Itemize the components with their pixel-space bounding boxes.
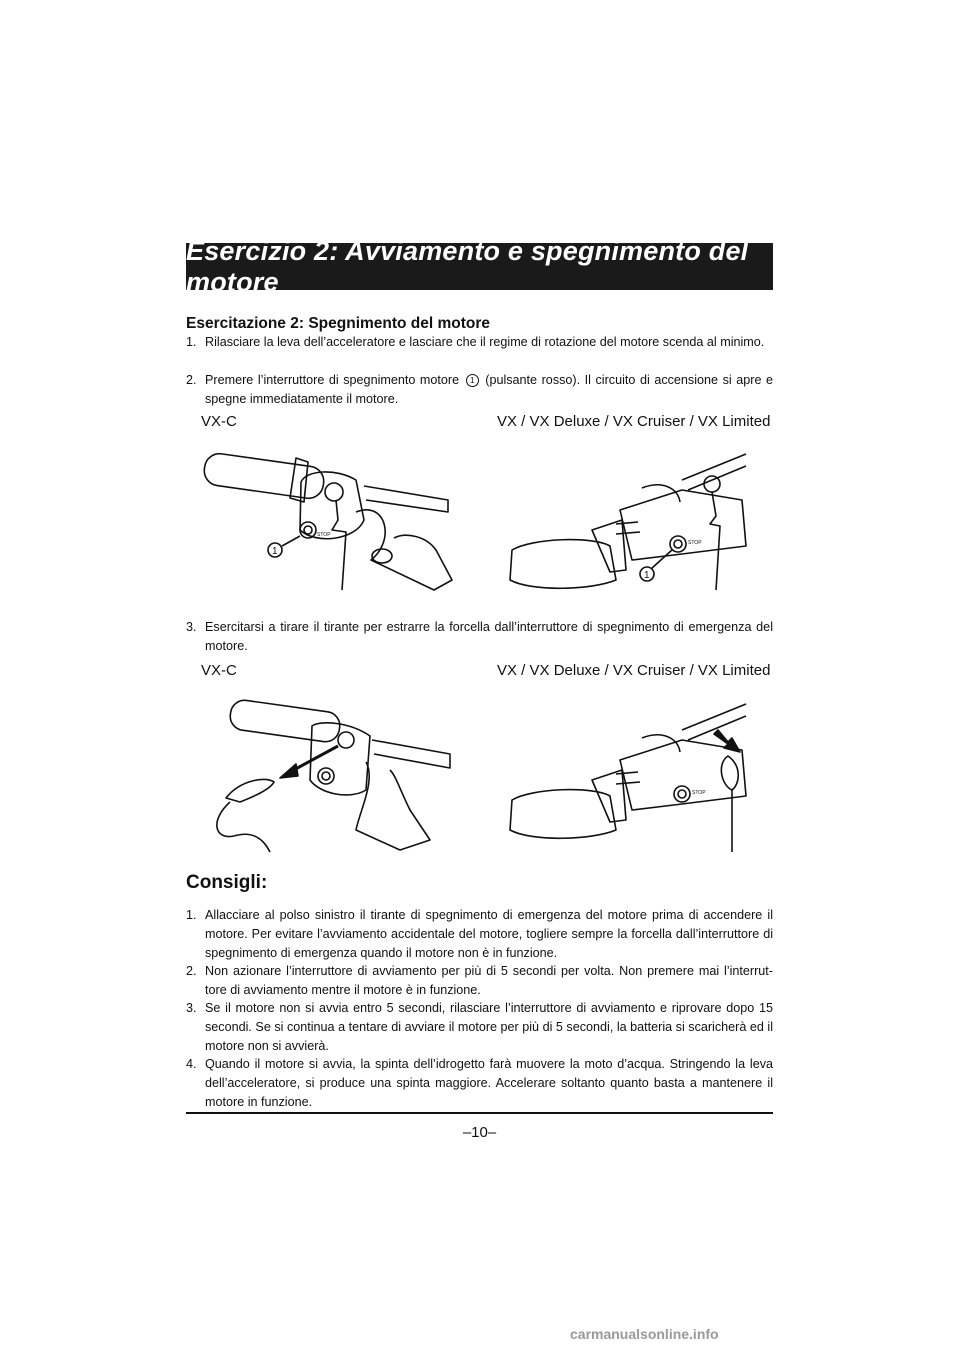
handlebar-upper [372,740,450,768]
tip-number: 1. [186,908,197,922]
stop-label: STOP [692,790,706,796]
watermark[interactable]: carmanualsonline.info [570,1326,719,1342]
pull-arrow-icon [714,730,740,752]
footer-divider [186,1112,773,1114]
chapter-header-bar [186,235,773,297]
step-number: 3. [186,620,197,634]
tip-number: 2. [186,964,197,978]
step-number: 1. [186,335,197,349]
callout-marker: 1 [466,374,479,387]
figure-caption-left-2: VX-C [201,662,237,679]
switch-socket [338,732,354,748]
stop-button-icon [674,786,690,802]
callout-number: 1 [644,570,650,581]
throttle-lever [642,485,680,502]
step-1 [186,333,773,352]
step-2 [186,371,773,409]
tip-text: Non azionare l’interruttore di avviamento per più di 5 secondi per volta. Non premere mai l’interrut-tore di avviamento mentre il motore è in funzione. [205,964,773,997]
illustration-vx-lanyard-pull [492,690,754,855]
lanyard-cord [332,500,346,590]
stop-label: STOP [317,532,331,538]
lanyard-fork-clip [325,483,343,501]
grip-shape [228,698,341,743]
illustration-vxc-lanyard-pull [200,690,462,855]
tip-3 [186,999,773,1056]
callout-leader [282,536,300,546]
pull-arrow-head [280,764,298,778]
tip-text: Quando il motore si avvia, la spinta dell’idrogetto farà muovere la moto d’acqua. Stringendo la leva dell’acceleratore, si produce una spinta maggiore. Accelerare soltanto quanto basta a mantenere il motore in funzione. [205,1057,773,1109]
stop-button-core [674,540,682,548]
handlebar-bar [682,454,746,490]
lanyard-fork-clip [704,476,720,492]
step-text-after: (pulsante rosso). Il circuito di accensione si apre e spegne immediatamente il motore. [205,373,774,406]
lanyard-cord [217,802,270,852]
tip-2 [186,962,773,1000]
illustration-vxc-stop-switch [196,440,458,610]
step-number: 2. [186,373,197,387]
stop-button-icon [318,768,334,784]
figure-caption-right-2: VX / VX Deluxe / VX Cruiser / VX Limited [497,662,771,679]
callout-leader [652,550,672,568]
switch-housing [620,740,746,810]
tip-text: Allacciare al polso sinistro il tirante di spegnimento di emergenza del motore prima di accendere il motore. Per evitare l’avviamento accidentale del motore, togliere sempre la forcella dall’interruttore di spegnimento di emergenza quando il motore non è in funzione. [205,908,773,960]
tip-text: Se il motore non si avvia entro 5 secondi, rilasciare l’interruttore di avviamento e riprovare dopo 15 secondi. Se si continua a tentare di avviare il motore per più di 5 secondi, la batteria si scaricherà ed il motore non si avvierà. [205,1001,773,1053]
chapter-title: Esercizio 2: Avviamento e spegnimento del motore [186,235,749,297]
tip-number: 3. [186,1001,197,1015]
step-text-before: Premere l’interruttore di spegnimento motore [205,373,460,387]
step-3 [186,618,773,656]
throttle-lever [642,735,680,752]
throttle-fins [616,772,640,784]
lanyard-fork [226,779,274,802]
step-text: Esercitarsi a tirare il tirante per estrarre la forcella dall’interruttore di spegnimento di emergenza del motore. [205,620,773,653]
stop-button-core [304,526,312,534]
page-number: –10– [462,1124,497,1141]
stop-button-core [678,790,686,798]
tip-4 [186,1055,773,1112]
tip-1 [186,906,773,963]
section-title: Esercitazione 2: Spegnimento del motore [186,315,491,332]
stop-button-icon [670,536,686,552]
lanyard-cord [710,492,720,590]
stop-button-core [322,772,330,780]
handlebar-cover [356,510,452,590]
figure-caption-left: VX-C [201,413,237,430]
figure-caption-right: VX / VX Deluxe / VX Cruiser / VX Limited [497,413,771,430]
callout-number: 1 [272,546,278,557]
tip-number: 4. [186,1057,197,1071]
step-text [186,371,773,409]
throttle-fins [616,522,640,534]
handlebar-upper [364,486,448,512]
tips-title: Consigli: [186,872,268,893]
lanyard-fork [721,756,738,790]
illustration-vx-stop-switch [492,440,754,610]
step-text: Rilasciare la leva dell’acceleratore e lasciare che il regime di rotazione del motore scenda al minimo. [205,335,765,349]
stop-label: STOP [688,540,702,546]
